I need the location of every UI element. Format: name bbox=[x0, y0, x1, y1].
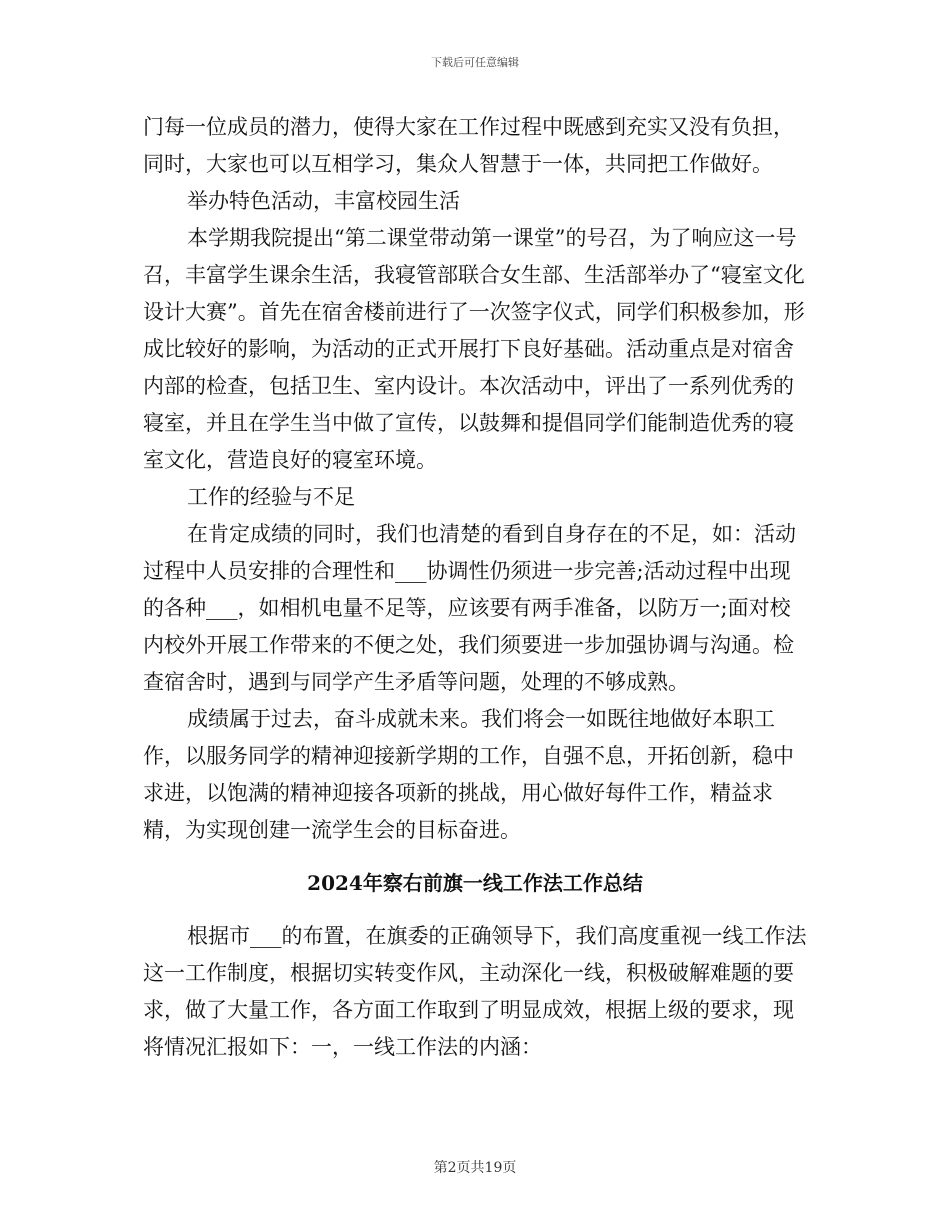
paragraph-new-doc-intro: 根据市___的布置，在旗委的正确领导下，我们高度重视一线工作法这一工作制度，根据切实转变作风，主动深化一线，积极破解难题的要求，做了大量工作，各方面工作取到了明显成效，根据上级的要求，现将情况汇报如下：一，一线工作法的内涵： bbox=[143, 924, 807, 1059]
paragraph-experience: 在肯定成绩的同时，我们也清楚的看到自身存在的不足，如：活动过程中人员安排的合理性和___协调性仍须进一步完善;活动过程中出现的各种___，如相机电量不足等，应该要有两手准备，以防万一;面对校内校外开展工作带来的不便之处，我们须要进一步加强协调与沟通。检查宿舍时，遇到与同学产生矛盾等问题，处理的不够成熟。 bbox=[143, 522, 796, 694]
page-footer-number: 第2页共19页 bbox=[433, 1160, 517, 1176]
paragraph-continued: 门每一位成员的潜力，使得大家在工作过程中既感到充实又没有负担，同时，大家也可以互相学习，集众人智慧于一体，共同把工作做好。 bbox=[143, 115, 794, 176]
section-heading-activities: 举办特色活动，丰富校园生活 bbox=[187, 189, 460, 213]
paragraph-future: 成绩属于过去，奋斗成就未来。我们将会一如既往地做好本职工作，以服务同学的精神迎接新学期的工作，自强不息，开拓创新，稳中求进，以饱满的精神迎接各项新的挑战，用心做好每件工作，精益求精，为实现创建一流学生会的目标奋进。 bbox=[143, 707, 794, 842]
section-heading-experience: 工作的经验与不足 bbox=[187, 485, 355, 509]
page-header-note: 下载后可任意编辑 bbox=[431, 56, 519, 69]
document-body bbox=[143, 109, 807, 1066]
paragraph-activities: 本学期我院提出“第二课堂带动第一课堂”的号召，为了响应这一号召，丰富学生课余生活，我寝管部联合女生部、生活部举办了“寝室文化设计大赛”。首先在宿舍楼前进行了一次签字仪式，同学们积极参加，形成比较好的影响，为活动的正式开展打下良好基础。活动重点是对宿舍内部的检查，包括卫生、室内设计。本次活动中，评出了一系列优秀的寝室，并且在学生当中做了宣传，以鼓舞和提倡同学们能制造优秀的寝室文化，营造良好的寝室环境。 bbox=[143, 226, 805, 472]
document-title: 2024年察右前旗一线工作法工作总结 bbox=[307, 871, 643, 895]
